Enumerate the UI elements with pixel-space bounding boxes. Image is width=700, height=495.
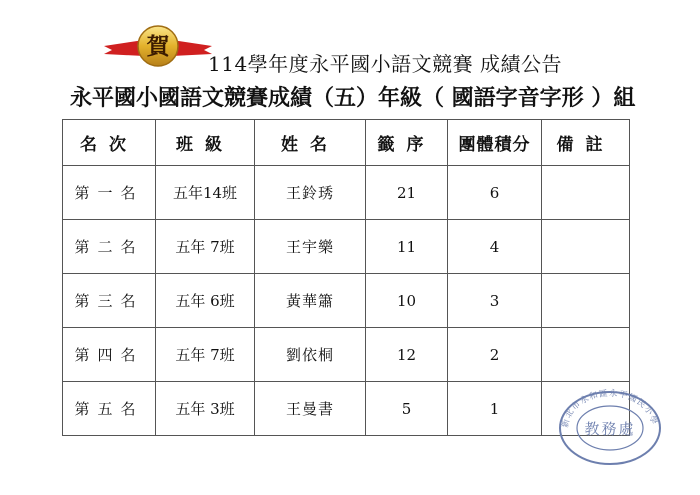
class-cell: 五年 6班 (156, 274, 255, 328)
name-cell: 劉依桐 (255, 328, 366, 382)
class-cell: 五年14班 (156, 166, 255, 220)
draw-cell: 5 (366, 382, 448, 436)
note-cell (542, 328, 630, 382)
header-remarks: 備註 (542, 120, 630, 166)
header-team-points: 團體積分 (448, 120, 542, 166)
draw-cell: 10 (366, 274, 448, 328)
name-cell: 王鈴琇 (255, 166, 366, 220)
header-name: 姓名 (255, 120, 366, 166)
points-cell: 6 (448, 166, 542, 220)
header-draw-order: 籤序 (366, 120, 448, 166)
rank-cell: 第二名 (63, 220, 156, 274)
competition-subtitle: 永平國小國語文競賽成績（五）年級（ 國語字音字形 ）組 (70, 86, 636, 111)
class-cell: 五年 7班 (156, 220, 255, 274)
note-cell (542, 220, 630, 274)
draw-cell: 21 (366, 166, 448, 220)
class-cell: 五年 7班 (156, 328, 255, 382)
table-row (63, 166, 630, 220)
rank-cell: 第五名 (63, 382, 156, 436)
table-row (63, 274, 630, 328)
header-class: 班級 (156, 120, 255, 166)
announcement-title: 114學年度永平國小語文競賽 成績公告 (208, 52, 563, 76)
name-cell: 王宇樂 (255, 220, 366, 274)
name-cell: 黃華簫 (255, 274, 366, 328)
points-cell: 2 (448, 328, 542, 382)
class-cell: 五年 3班 (156, 382, 255, 436)
header-rank: 名次 (63, 120, 156, 166)
note-cell (542, 274, 630, 328)
rank-cell: 第四名 (63, 328, 156, 382)
draw-cell: 11 (366, 220, 448, 274)
rank-cell: 第三名 (63, 274, 156, 328)
table-row (63, 220, 630, 274)
school-seal-stamp (555, 388, 665, 466)
points-cell: 4 (448, 220, 542, 274)
name-cell: 王曼書 (255, 382, 366, 436)
table-row (63, 328, 630, 382)
badge-text: 賀 (146, 34, 170, 60)
congratulations-badge (102, 22, 214, 68)
results-table (62, 119, 630, 436)
note-cell (542, 166, 630, 220)
rank-cell: 第一名 (63, 166, 156, 220)
points-cell: 3 (448, 274, 542, 328)
points-cell: 1 (448, 382, 542, 436)
stamp-ring-text: 新北市永和區永平國民小學 (560, 388, 660, 429)
stamp-center-text: 教務處 (584, 420, 636, 438)
table-row (63, 382, 630, 436)
draw-cell: 12 (366, 328, 448, 382)
header-row (63, 120, 630, 166)
